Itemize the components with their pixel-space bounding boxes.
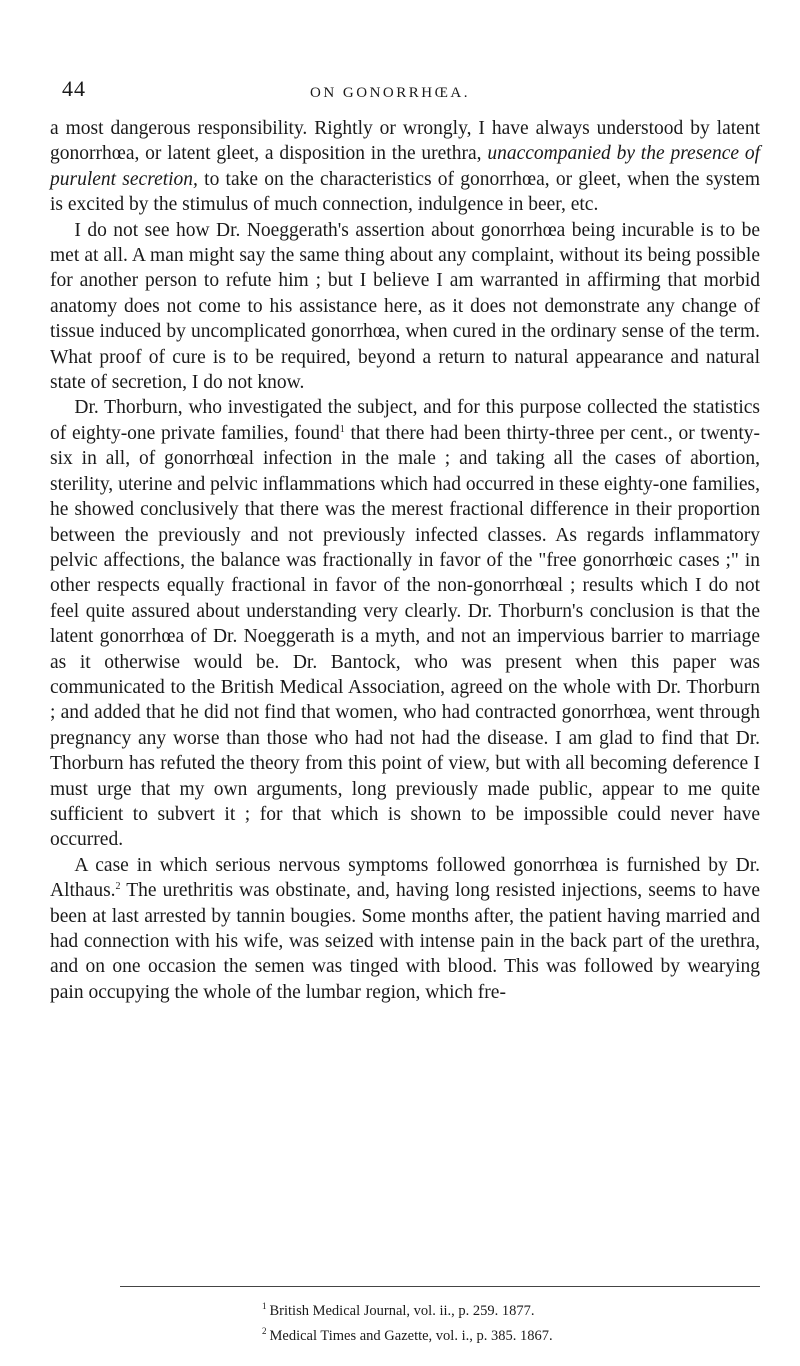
- running-head: ON GONORRHŒA.: [310, 85, 471, 101]
- paragraph-3-text-a: Dr. Thorburn, who investigated the subject, and for this purpose collected the statistics of eighty-one private families, found: [50, 397, 760, 444]
- paragraph-1-text-a: a most dangerous responsibility. Rightly or wrongly, I have always understood by latent gonorrhœa, or latent gleet, a disposition in the urethra,: [50, 118, 760, 165]
- footnotes: [262, 1296, 553, 1346]
- page-number: 44: [62, 76, 86, 101]
- paragraph-1-italic: unaccompanied by the presence of purulent secretion,: [50, 143, 760, 190]
- footnote-ref-1: 1: [339, 423, 345, 435]
- paragraph-3-text-b: that there had been thirty-three per cent., or twenty-six in all, of gonorrhœal infection in the male ; and taking all the cases of abortion, sterility, uterine and pelvic inflammations which had occurred in these eighty-one families, he showed conclusively that there was the merest fractional difference in their proportion between the previously and not previously infected classes. As regards inflammatory pelvic affections, the balance was fractionally in favor of the "free gonorrhœic cases ;" in other respects equally fractional in favor of the non-gonorrhœal ; results which I do not feel quite assured about understanding very clearly. Dr. Thorburn's conclusion is that the latent gonorrhœa of Dr. Noeggerath is a myth, and not an impervious barrier to marriage as it otherwise would be. Dr. Bantock, who was present when this paper was communicated to the British Medical Association, agreed on the whole with Dr. Thorburn ; and added that he did not find that women, who had contracted gonorrhœa, went through pregnancy any worse than those who had not had the disease. I am glad to find that Dr. Thorburn has refuted the theory from this point of view, but with all becoming deference I must urge that my own arguments, long previously made public, appear to me quite sufficient to subvert it ; for that which is shown to be impossible could never have occurred.: [50, 422, 760, 851]
- paragraph-1-text-b: to take on the characteristics of gonorrhœa, or gleet, when the system is excited by the stimulus of much connection, indulgence in beer, etc.: [50, 168, 760, 216]
- footnote-1-mark: 1: [262, 1301, 267, 1311]
- footnote-2: [262, 1321, 553, 1346]
- footnote-2-mark: 2: [262, 1326, 267, 1336]
- footnote-1: [262, 1296, 553, 1321]
- book-page: [50, 76, 760, 1005]
- paragraph-4-text-b: The urethritis was obstinate, and, having long resisted injections, seems to have been at last arrested by tannin bougies. Some months after, the patient having married and had connection with his wife, was seized with intense pain in the back part of the urethra, and on one occasion the semen was tinged with blood. This was followed by wearying pain occupying the whole of the lumbar region, which fre-: [50, 880, 760, 1003]
- paragraph-4-text-a: A case in which serious nervous symptoms followed gonorrhœa is furnished by Dr. Althaus.: [50, 854, 760, 902]
- footnote-ref-2: 2: [115, 881, 121, 893]
- paragraph-2: I do not see how Dr. Noeggerath's assertion about gonorrhœa being incurable is to be met at all. A man might say the same thing about any complaint, without its being possible for another person to refute him ; but I believe I am warranted in affirming that morbid anatomy does not come to his assistance here, as it does not demonstrate any change of tissue induced by uncomplicated gonorrhœa, when cured in the ordinary sense of the term. What proof of cure is to be required, beyond a return to natural appearance and natural state of secretion, I do not know.: [50, 219, 760, 394]
- paragraph-1: [50, 116, 760, 218]
- footnote-1-text: British Medical Journal, vol. ii., p. 259. 1877.: [269, 1303, 535, 1319]
- body-text: [50, 116, 760, 1005]
- footnote-2-text: Medical Times and Gazette, vol. i., p. 385. 1867.: [269, 1328, 553, 1344]
- footnote-divider: [120, 1286, 760, 1287]
- paragraph-4: [50, 853, 760, 1005]
- paragraph-3: [50, 395, 760, 852]
- page-header: [50, 76, 760, 116]
